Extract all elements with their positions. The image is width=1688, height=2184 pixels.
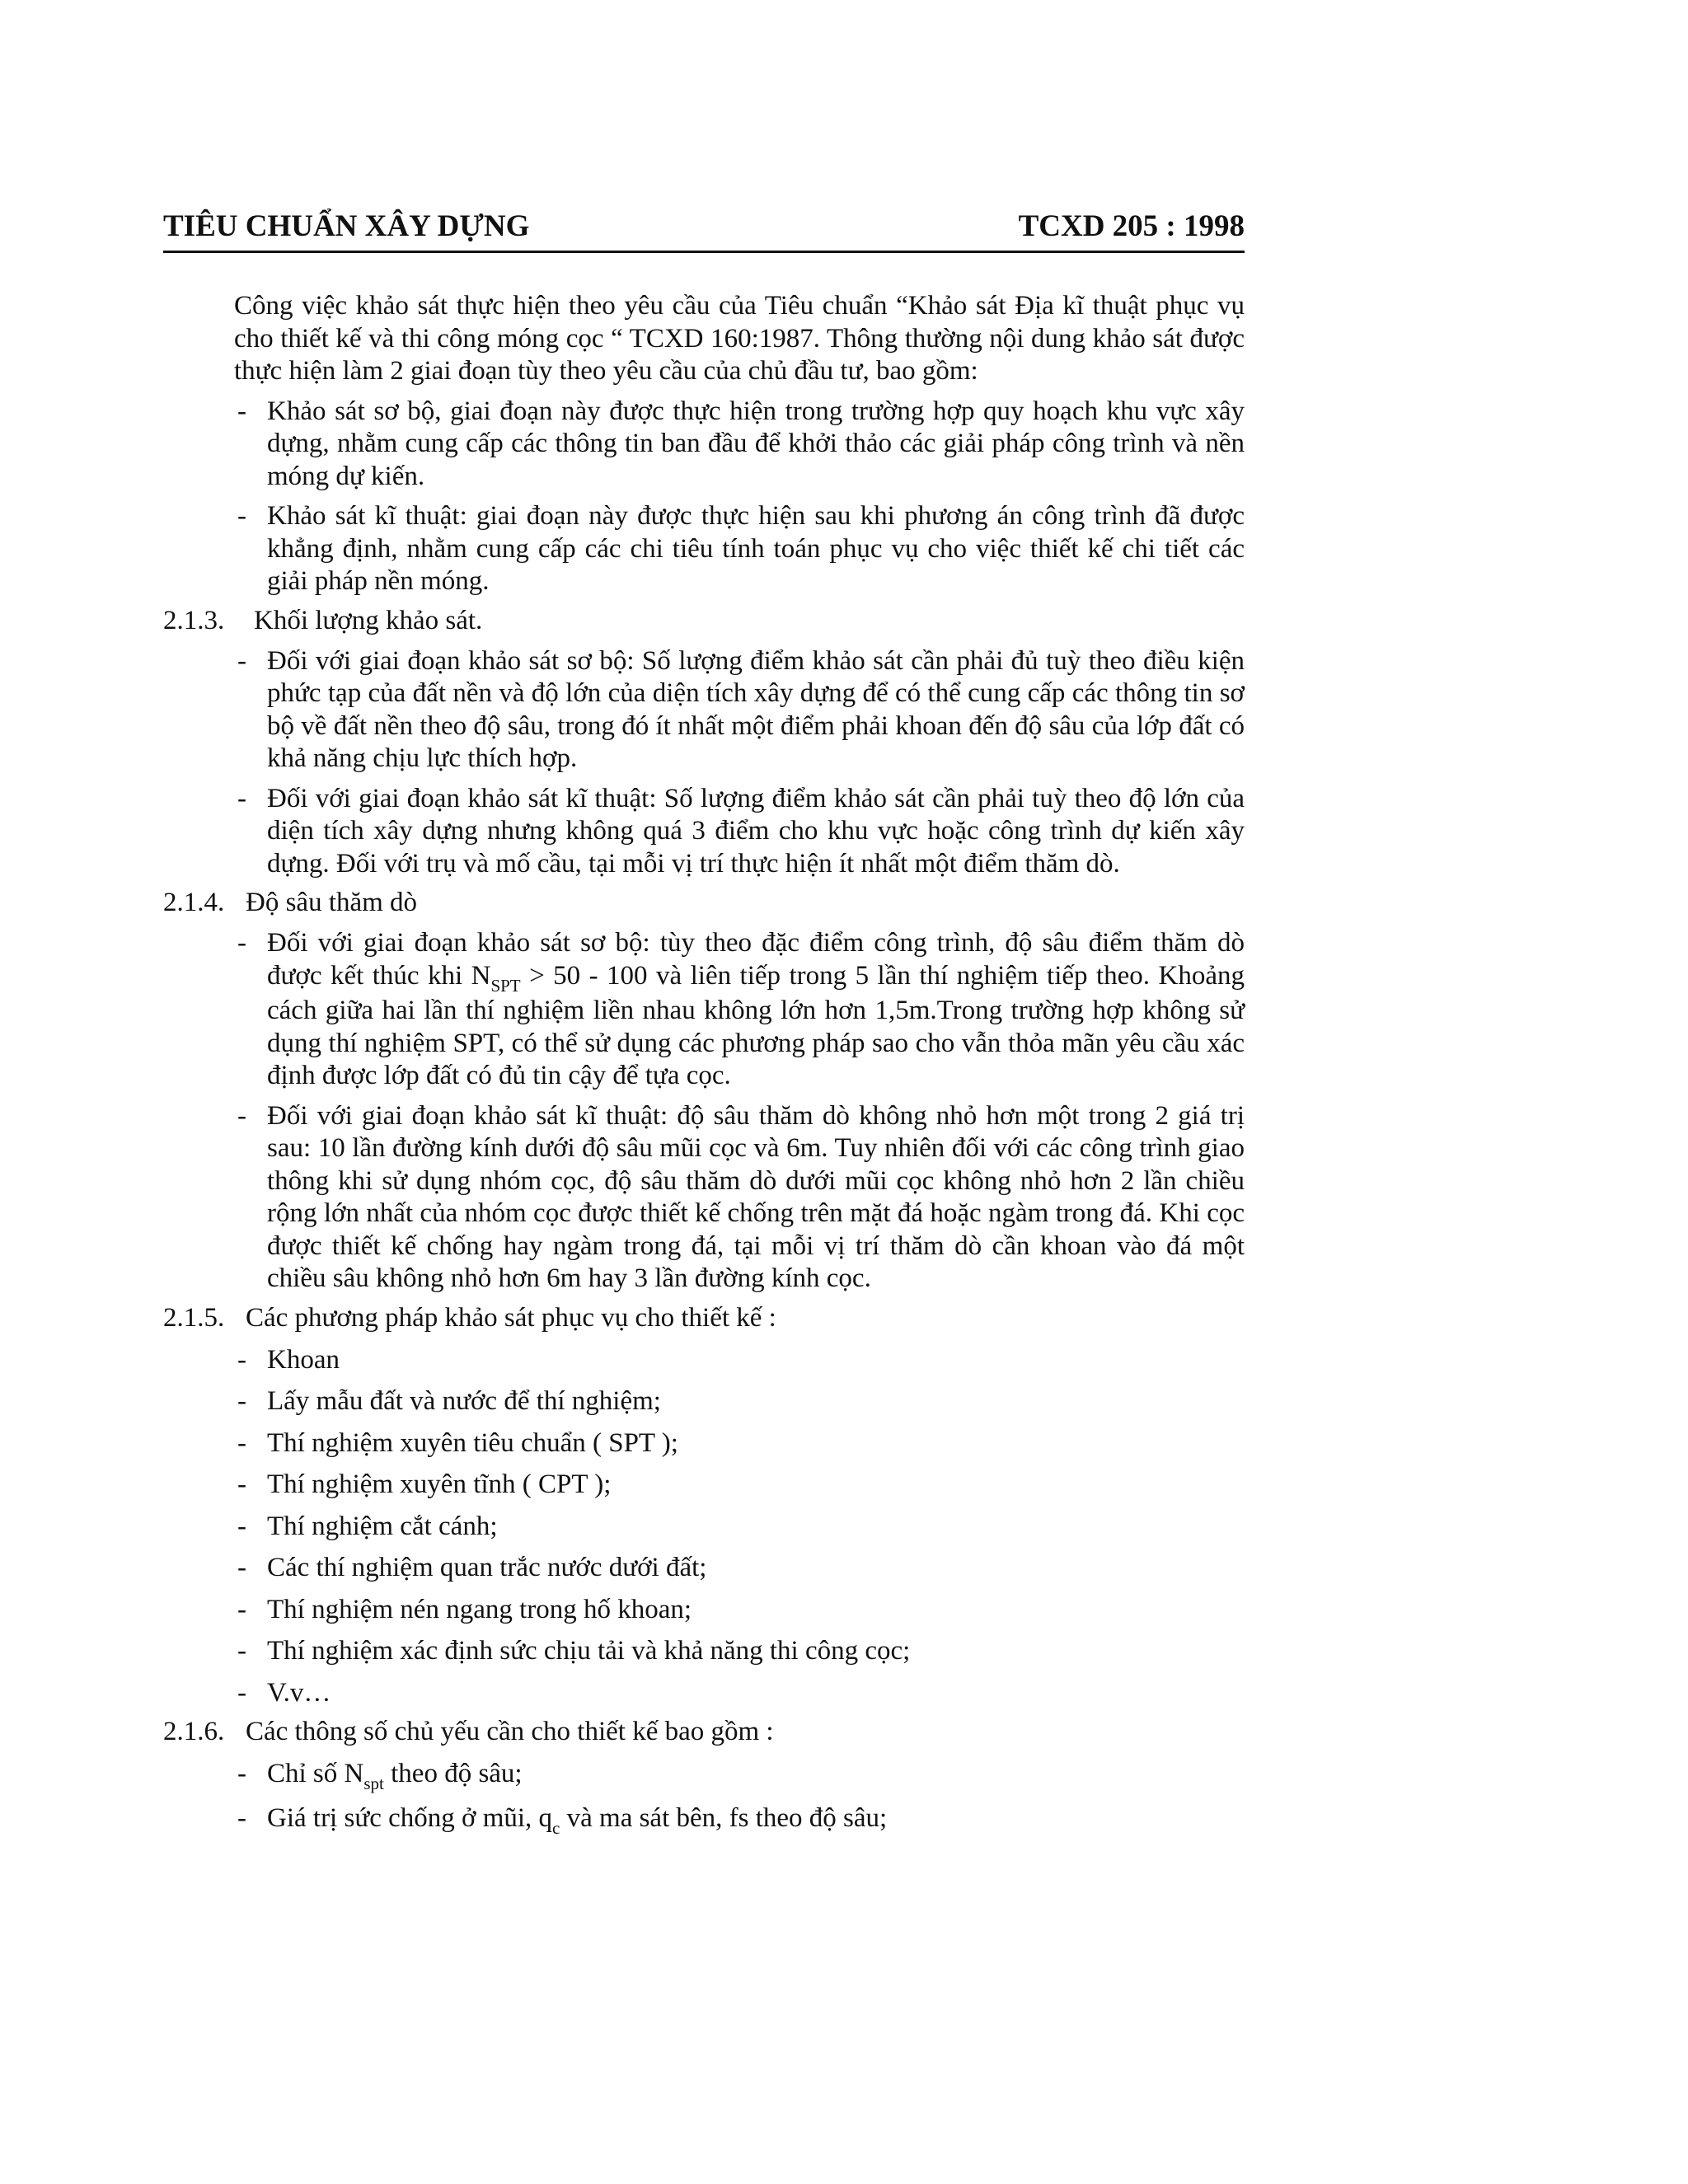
bullet-dash: - — [237, 501, 246, 531]
item-text-part: theo độ sâu; — [383, 1759, 523, 1788]
bullet-text-part: > 50 - 100 và liên tiếp trong 5 lần thí nghiệm tiếp theo. Khoảng cách giữa hai lần thí nghiệm liền nhau không lớn hơn 1,5m.Trong trường hợp không sử dụng thí nghiệm SPT, có thể sử dụng các phương pháp sao cho vẫn thỏa mãn yêu cầu xác định được lớp đất có đủ tin cậy để tựa cọc. — [267, 960, 1245, 1090]
bullet-dash: - — [237, 1469, 246, 1499]
method-item — [163, 1594, 1245, 1627]
item-text-part: Giá trị sức chống ở mũi, q — [267, 1802, 553, 1833]
header-title: TIÊU CHUẨN XÂY DỰNG — [163, 209, 530, 243]
intro-paragraph: Công việc khảo sát thực hiện theo yêu cầu của Tiêu chuẩn “Khảo sát Địa kĩ thuật phục vụ cho thiết kế và thi công móng cọc “ TCXD 160:1987. Thông thường nội dung khảo sát được thực hiện làm 2 giai đoạn tùy theo yêu cầu của chủ đầu tư, bao gồm: — [234, 291, 1245, 386]
section-heading-2-1-5 — [163, 1302, 1245, 1335]
header-standard-code: TCXD 205 : 1998 — [1018, 209, 1245, 243]
intro-bullet-2 — [163, 500, 1245, 598]
bullet-dash: - — [237, 783, 246, 813]
method-item — [163, 1511, 1245, 1544]
bullet-text: Đối với giai đoạn khảo sát kĩ thuật: Số lượng điểm khảo sát cần phải tuỳ theo độ lớn của diện tích xây dựng nhưng không quá 3 điểm cho khu vực hoặc công trình dự kiến xây dựng. Đối với trụ và mố cầu, tại mỗi vị trí thực hiện ít nhất một điểm thăm dò. — [267, 783, 1245, 879]
section-2-1-3-bullet-1 — [163, 645, 1245, 776]
section-number: 2.1.6. — [163, 1717, 225, 1746]
header-rule — [163, 251, 1245, 253]
bullet-dash: - — [237, 1677, 246, 1708]
item-text: Thí nghiệm nén ngang trong hố khoan; — [267, 1594, 692, 1624]
item-text-part: Chỉ số N — [267, 1759, 364, 1788]
item-text: V.v… — [267, 1677, 331, 1708]
bullet-dash: - — [237, 1100, 246, 1131]
section-2-1-4-bullet-1 — [163, 927, 1245, 1093]
method-item — [163, 1635, 1245, 1668]
method-item — [163, 1385, 1245, 1418]
item-text: Thí nghiệm xuyên tiêu chuẩn ( SPT ); — [267, 1427, 678, 1458]
section-title: Độ sâu thăm dò — [246, 888, 418, 917]
parameter-item — [163, 1758, 1245, 1793]
page-header — [163, 206, 1245, 247]
item-text: Lấy mẫu đất và nước để thí nghiệm; — [267, 1386, 661, 1416]
method-item — [163, 1677, 1245, 1710]
bullet-dash: - — [237, 1553, 246, 1582]
bullet-text: Đối với giai đoạn khảo sát kĩ thuật: độ sâu thăm dò không nhỏ hơn một trong 2 giá trị sau: 10 lần đường kính dưới độ sâu mũi cọc và 6m. Tuy nhiên đối với các công trình giao thông khi sử dụng nhóm cọc, độ sâu thăm dò dưới mũi cọc không nhỏ hơn 2 lần chiều rộng lớn nhất của nhóm cọc được thiết kế chống trên mặt đá hoặc ngàm trong đá. Khi cọc được thiết kế chống hay ngàm trong đá, tại mỗi vị trí thăm dò cần khoan vào đá một chiều sâu không nhỏ hơn 6m hay 3 lần đường kính cọc. — [267, 1100, 1245, 1293]
bullet-dash: - — [237, 1386, 246, 1416]
bullet-dash: - — [237, 1511, 246, 1541]
item-text-part: và ma sát bên, fs theo độ sâu; — [560, 1802, 888, 1833]
bullet-text: Đối với giai đoạn khảo sát sơ bộ: Số lượng điểm khảo sát cần phải đủ tuỳ theo điều kiện phức tạp của đất nền và độ lớn của diện tích xây dựng để có thể cung cấp các thông tin sơ bộ về đất nền theo độ sâu, trong đó ít nhất một điểm phải khoan đến độ sâu của lớp đất có khả năng chịu lực thích hợp. — [267, 645, 1245, 773]
item-text: Khoan — [267, 1344, 340, 1375]
item-text: Các thí nghiệm quan trắc nước dưới đất; — [267, 1553, 707, 1582]
section-title: Các thông số chủ yếu cần cho thiết kế bao gồm : — [246, 1717, 774, 1746]
method-item — [163, 1427, 1245, 1460]
bullet-dash: - — [237, 1802, 246, 1833]
bullet-dash: - — [237, 396, 246, 426]
item-text: Thí nghiệm xuyên tĩnh ( CPT ); — [267, 1469, 612, 1499]
bullet-dash: - — [237, 928, 246, 958]
intro-bullet-1 — [163, 396, 1245, 494]
section-title: Các phương pháp khảo sát phục vụ cho thiết kế : — [246, 1302, 776, 1333]
subscript-spt: SPT — [490, 975, 521, 996]
section-2-1-4-bullet-2 — [163, 1100, 1245, 1296]
section-heading-2-1-6 — [163, 1716, 1245, 1749]
subscript-spt: spt — [363, 1774, 384, 1793]
parameter-item — [163, 1802, 1245, 1838]
bullet-text-part: Đối với giai đoạn khảo sát sơ bộ: tùy theo đặc điểm công trình, độ sâu điểm thăm dò được kết thúc khi N — [267, 928, 1245, 991]
method-item — [163, 1344, 1245, 1377]
bullet-dash: - — [237, 1759, 246, 1788]
method-item — [163, 1552, 1245, 1585]
bullet-dash: - — [237, 1594, 246, 1624]
section-number: 2.1.4. — [163, 888, 225, 917]
item-text: Thí nghiệm cắt cánh; — [267, 1511, 498, 1541]
body-content — [163, 290, 1245, 1837]
bullet-dash: - — [237, 1636, 246, 1666]
item-text: Thí nghiệm xác định sức chịu tải và khả năng thi công cọc; — [267, 1636, 911, 1666]
section-heading-2-1-3 — [163, 605, 1245, 638]
method-item — [163, 1469, 1245, 1502]
section-number: 2.1.3. — [163, 605, 225, 635]
bullet-dash: - — [237, 645, 246, 676]
bullet-text: Khảo sát kĩ thuật: giai đoạn này được thực hiện sau khi phương án công trình đã được khẳng định, nhằm cung cấp các chi tiêu tính toán phục vụ cho việc thiết kế chi tiết các giải pháp nền móng. — [267, 501, 1245, 596]
section-title: Khối lượng khảo sát. — [254, 605, 483, 635]
section-2-1-3-bullet-2 — [163, 783, 1245, 881]
subscript-c: c — [552, 1817, 560, 1838]
bullet-dash: - — [237, 1344, 246, 1375]
bullet-text: Khảo sát sơ bộ, giai đoạn này được thực hiện trong trường hợp quy hoạch khu vực xây dựng, nhằm cung cấp các thông tin ban đầu để khởi thảo các giải pháp công trình và nền móng dự kiến. — [267, 396, 1245, 491]
section-number: 2.1.5. — [163, 1302, 225, 1333]
bullet-dash: - — [237, 1427, 246, 1458]
section-heading-2-1-4 — [163, 887, 1245, 920]
